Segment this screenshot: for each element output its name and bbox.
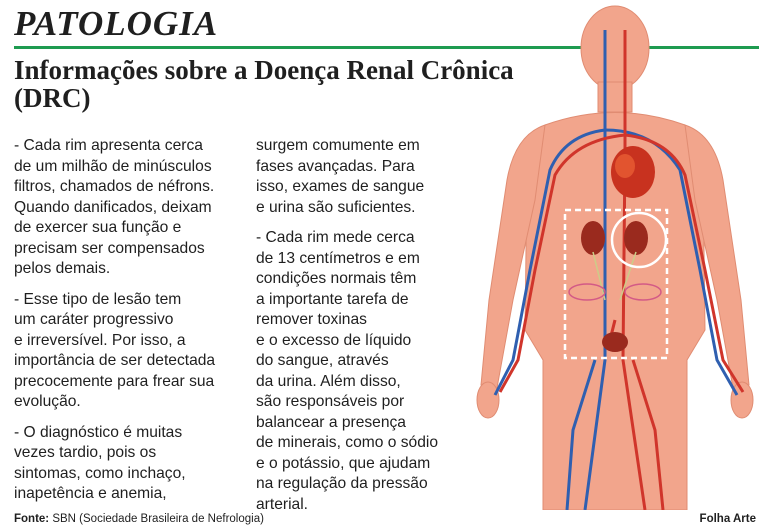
body-silhouette [477,6,753,510]
art-credit: Folha Arte [699,513,756,525]
paragraph: - O diagnóstico é muitas vezes tardio, pois os sintomas, como inchaço, inapetência e anemia, [14,423,186,502]
body-illustration [455,0,770,510]
left-column [14,136,249,515]
headline: Informações sobre a Doença Renal Crônica (DRC) [14,55,514,113]
paragraph: - Cada rim mede cerca de 13 centímetros e em condições normais têm a importante tarefa de remover toxinas e o excesso de líquido do sangue, através da urina. Além disso, são responsáveis por balancear a presença de minerais, como o sódio e o potássio, que ajudam na regulação da pressão arterial. [256,229,439,513]
source-label: Fonte: [14,513,50,525]
paragraph: - Cada rim apresenta cerca de um milhão de minúsculos filtros, chamados de néfrons. Quando danificados, deixam de exercer sua função e precisam ser compensados pelos demais. [14,137,215,277]
paragraph: - Esse tipo de lesão tem um caráter progressivo e irreversível. Por isso, a importância de ser detectada precocemente para frear sua evolução. [14,290,216,410]
section-kicker: PATOLOGIA [14,4,219,43]
right-column [256,136,471,525]
bladder-icon [602,332,628,352]
heart-icon [611,146,655,198]
source-note [14,513,264,525]
paragraph: surgem comumente em fases avançadas. Para isso, exames de sangue e urina são suficientes. [256,137,425,216]
source-text: SBN (Sociedade Brasileira de Nefrologia) [52,513,264,525]
